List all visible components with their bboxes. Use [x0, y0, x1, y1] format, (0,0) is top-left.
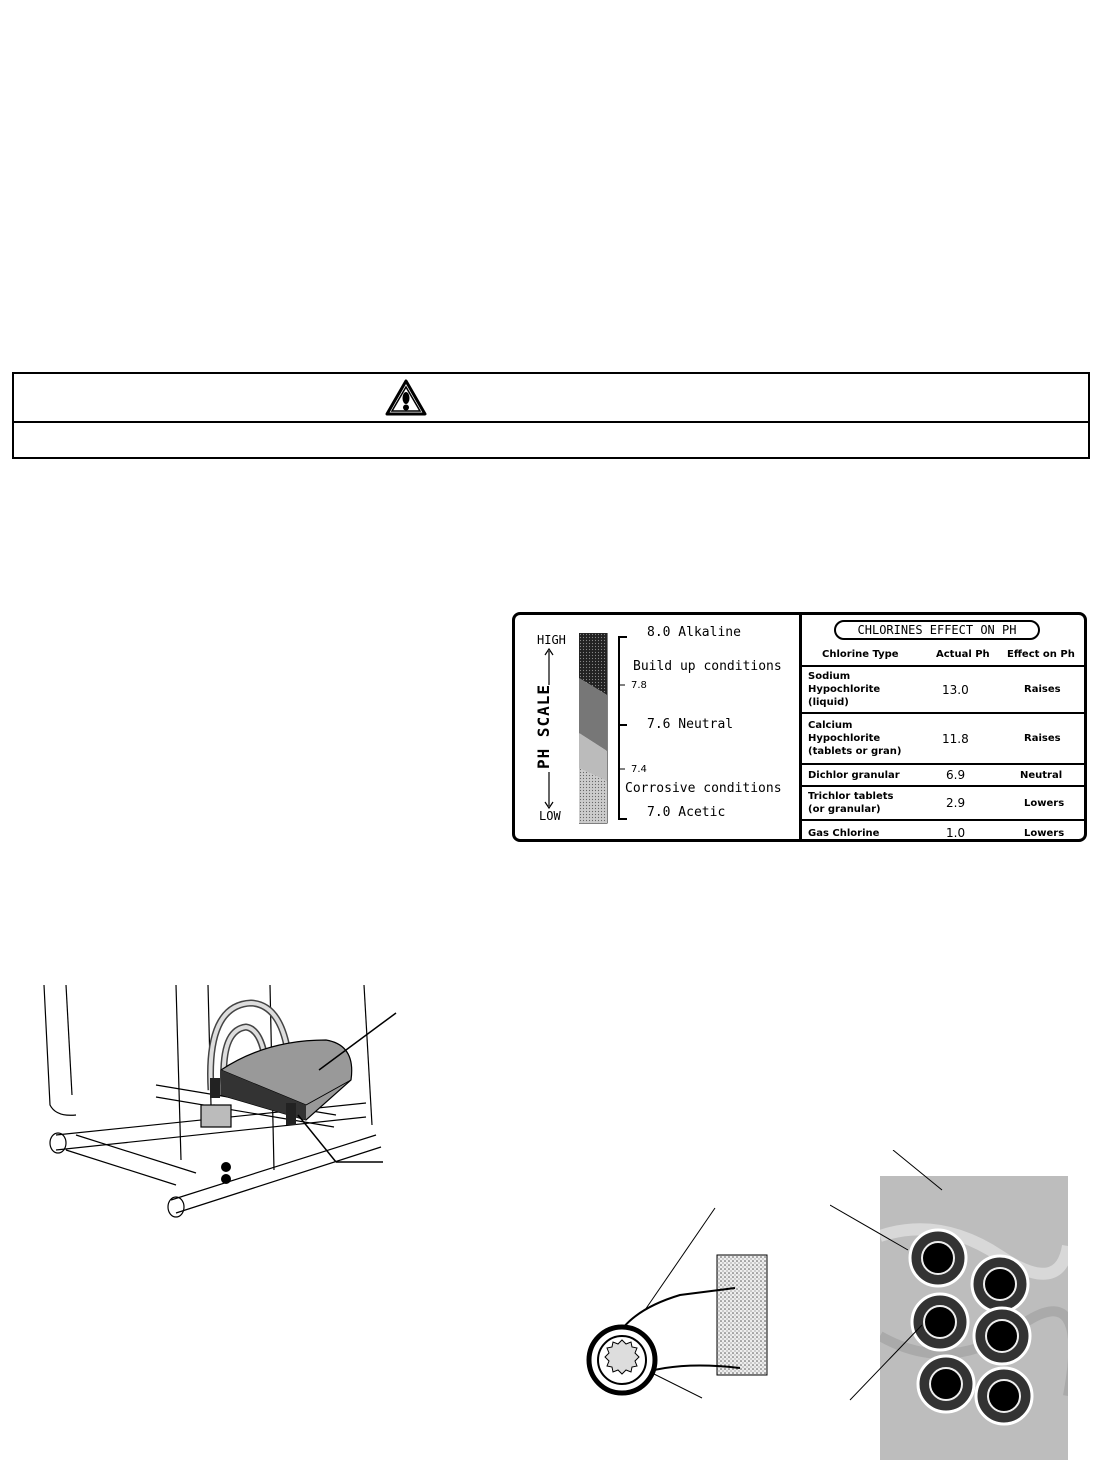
table-row	[802, 819, 1087, 842]
caution-divider	[14, 421, 1088, 423]
ph-gradient-bar	[579, 633, 609, 825]
column-header: Chlorine Type	[822, 649, 899, 660]
cell-ph: 1.0	[946, 826, 966, 840]
ph-scale-title: PH SCALE	[534, 683, 554, 770]
photo-callout-lines	[830, 1150, 950, 1450]
column-header: Effect on Ph	[1007, 649, 1075, 660]
cell-effect: Neutral	[1020, 769, 1063, 781]
cell-effect: Raises	[1024, 733, 1061, 744]
arrow-up-icon	[543, 647, 555, 687]
table-row	[802, 785, 1087, 819]
arrow-down-icon	[543, 770, 555, 810]
cell-ph: 2.9	[946, 796, 966, 810]
cell-ph: 11.8	[942, 731, 969, 746]
cell-type: Dichlor granular	[808, 769, 900, 781]
table-row	[802, 712, 1087, 763]
ph-low-label: LOW	[539, 809, 561, 823]
cell-ph: 13.0	[942, 682, 969, 697]
table-row	[802, 665, 1087, 712]
ph-corrosive-label: Corrosive conditions	[625, 781, 782, 796]
cell-type: Calcium Hypochlorite (tablets or gran)	[808, 720, 902, 757]
cartridge-diagram	[580, 1200, 780, 1405]
cell-type: Gas Chlorine	[808, 827, 880, 839]
ph-bracket	[615, 635, 635, 825]
cell-ph: 6.9	[946, 768, 966, 782]
ph-alkaline-label: 8.0 Alkaline	[647, 625, 741, 640]
cell-type: Trichlor tablets (or granular)	[808, 791, 894, 815]
ph-high-label: HIGH	[537, 633, 566, 647]
ph-78-label: 7.8	[631, 680, 647, 691]
cell-type: Sodium Hypochlorite (liquid)	[808, 671, 881, 708]
ph-buildup-label: Build up conditions	[633, 659, 782, 674]
cell-effect: Lowers	[1024, 797, 1065, 809]
cell-effect: Lowers	[1024, 827, 1065, 839]
ph-neutral-label: 7.6 Neutral	[647, 717, 734, 732]
spa-equipment-illustration	[36, 985, 406, 1225]
caution-box	[12, 372, 1090, 459]
ph-scale-section	[515, 615, 802, 839]
table-row	[802, 763, 1087, 785]
ph-acetic-label: 7.0 Acetic	[647, 805, 726, 820]
ph-chart-panel	[512, 612, 1087, 842]
caution-triangle-icon	[384, 378, 428, 418]
cell-effect: Raises	[1024, 684, 1061, 695]
ph-74-label: 7.4	[631, 764, 647, 775]
column-header: Actual Ph	[936, 649, 990, 660]
table-title: CHLORINES EFFECT ON PH	[834, 620, 1040, 640]
